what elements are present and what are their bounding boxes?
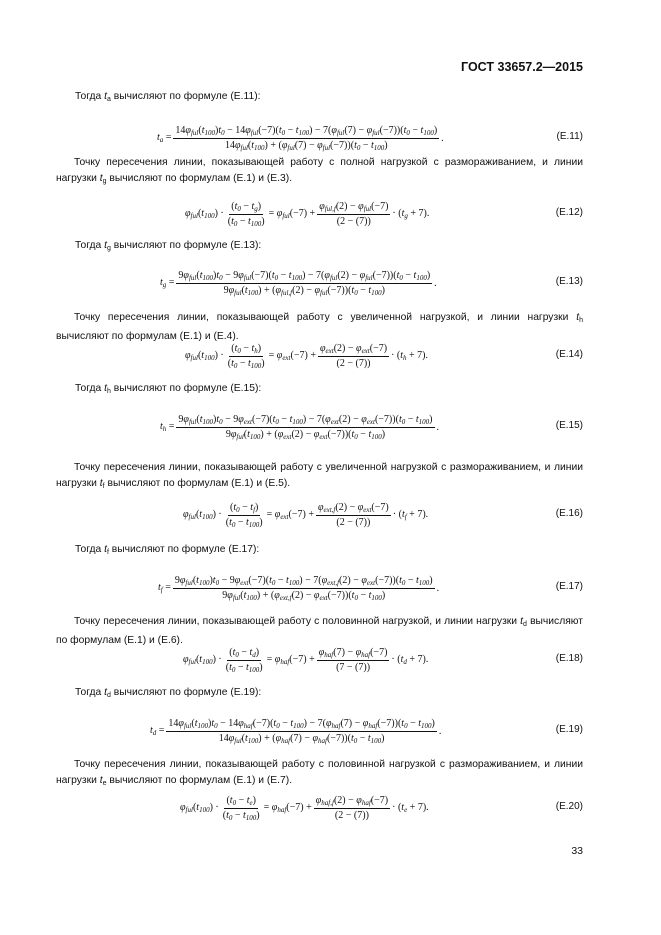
equation: [0, 336, 661, 376]
equation-fraction-left: $\frac{(t_0 - t_h)}{(t_0 - t_{100})}$: [227, 342, 265, 370]
equation: [0, 640, 661, 680]
equation-fraction-right: $\frac{\varphi_{haf}(7) - \varphi_{haf}(-7)}{(7 - (7))}$: [318, 647, 388, 673]
equation-fraction-right: $\frac{\varphi_{ext,f}(2) - \varphi_{ext}(-7)}{(2 - (7))}$: [317, 502, 389, 528]
equation: [0, 407, 661, 447]
body-paragraph: Точку пересечения линии, показывающей работу с половинной нагрузкой, и линии нагрузки $t_d$ вычисляют по формулам (Е.1) и (Е.6).: [56, 616, 583, 646]
equation-body: $\varphi_{ful}(t_{100})$ · $\frac{(t_0 - t_g)}{(t_0 - t_{100})}$ = $\varphi_{ful}(-7)$ + $\frac{\varphi_{ful,f}(2) - \varphi_{ful}(-7)}{(2 - (7))}$ · $(t_g + 7)$.: [185, 200, 430, 228]
formula-lead-text: Тогда $t_f$ вычисляют по формуле (Е.17):: [75, 544, 260, 556]
equation-body: $t_f$ = $9\varphi_{ful}(t_{100})t_0 - 9\varphi_{ext}(-7)(t_0 - t_{100}) - 7(\varphi_{ext,f}(2) - \varphi_{ext}(-7))(t_0 - t_{100})$ $9\varphi_{ful}(t_{100}) + (\varphi_{ext,f}(2) - \varphi_{ext}(-7))(t_0 - t_{100})$ .: [158, 574, 440, 602]
equation-number: (Е.14): [555, 349, 583, 360]
equation-number: (Е.20): [555, 801, 583, 812]
formula-lead-text: Тогда $t_h$ вычисляют по формуле (Е.15):: [75, 383, 262, 395]
equation-fraction: $14\varphi_{ful}(t_{100})t_0 - 14\varphi_{haf}(-7)(t_0 - t_{100}) - 7(\varphi_{haf}(7) - \varphi_{haf}(-7))(t_0 - t_{100})$ $14\varphi_{ful}(t_{100}) + (\varphi_{haf}(7) - \varphi_{haf}(-7))(t_0 - t_{100})$: [168, 717, 435, 745]
formula-lead-text: Тогда $t_a$ вычисляют по формуле (Е.11):: [75, 91, 261, 103]
equation-body: $\varphi_{ful}(t_{100})$ · $\frac{(t_0 - t_d)}{(t_0 - t_{100})}$ = $\varphi_{haf}(-7)$ + $\frac{\varphi_{haf}(7) - \varphi_{haf}(-7)}{(7 - (7))}$ · $(t_d + 7)$.: [183, 646, 429, 674]
equation: [0, 194, 661, 234]
equation-number: (Е.19): [555, 724, 583, 735]
equation: [0, 568, 661, 608]
body-paragraph: Точку пересечения линии, показывающей работу с половинной нагрузкой с размораживанием, и линии нагрузки $t_e$ вычисляют по формулам (Е.1) и (Е.7).: [56, 759, 583, 787]
equation-fraction-left: $\frac{(t_0 - t_d)}{(t_0 - t_{100})}$: [225, 646, 263, 674]
equation-fraction-left: $\frac{(t_0 - t_e)}{(t_0 - t_{100})}$: [222, 794, 260, 822]
equation-body: $\varphi_{ful}(t_{100})$ · $\frac{(t_0 - t_f)}{(t_0 - t_{100})}$ = $\varphi_{ext}(-7)$ + $\frac{\varphi_{ext,f}(2) - \varphi_{ext}(-7)}{(2 - (7))}$ · $(t_f + 7)$.: [183, 501, 429, 529]
equation: [0, 118, 661, 158]
equation-number: (Е.11): [556, 131, 583, 142]
equation-number: (Е.15): [555, 420, 583, 431]
equation-fraction-left: $\frac{(t_0 - t_g)}{(t_0 - t_{100})}$: [227, 200, 265, 228]
equation-body: $t_d$ = $14\varphi_{ful}(t_{100})t_0 - 14\varphi_{haf}(-7)(t_0 - t_{100}) - 7(\varphi_{haf}(7) - \varphi_{haf}(-7))(t_0 - t_{100})$ $14\varphi_{ful}(t_{100}) + (\varphi_{haf}(7) - \varphi_{haf}(-7))(t_0 - t_{100})$ .: [150, 717, 442, 745]
equation-fraction-left: $\frac{(t_0 - t_f)}{(t_0 - t_{100})}$: [225, 501, 263, 529]
equation-number: (Е.17): [555, 581, 583, 592]
formula-lead-text: Тогда $t_g$ вычисляют по формуле (Е.13):: [75, 240, 262, 252]
equation-body: $\varphi_{ful}(t_{100})$ · $\frac{(t_0 - t_e)}{(t_0 - t_{100})}$ = $\varphi_{haf}(-7)$ + $\frac{\varphi_{haf,f}(2) - \varphi_{haf}(-7)}{(2 - (7))}$ · $(t_e + 7)$.: [180, 794, 429, 822]
equation-body: $t_a$ = $14\varphi_{ful}(t_{100})t_0 - 14\varphi_{ful}(-7)(t_0 - t_{100}) - 7(\varphi_{ful}(7) - \varphi_{ful}(-7))(t_0 - t_{100})$ $14\varphi_{ful}(t_{100}) + (\varphi_{ful}(7) - \varphi_{ful}(-7))(t_0 - t_{100})$ .: [157, 124, 444, 152]
equation-number: (Е.12): [555, 207, 583, 218]
equation-body: $t_h$ = $9\varphi_{ful}(t_{100})t_0 - 9\varphi_{ext}(-7)(t_0 - t_{100}) - 7(\varphi_{ext}(2) - \varphi_{ext}(-7))(t_0 - t_{100})$ $9\varphi_{ful}(t_{100}) + (\varphi_{ext}(2) - \varphi_{ext}(-7))(t_0 - t_{100})$ .: [160, 413, 439, 441]
equation: [0, 495, 661, 535]
equation-fraction-right: $\frac{\varphi_{haf,f}(2) - \varphi_{haf}(-7)}{(2 - (7))}$: [315, 795, 389, 821]
equation-fraction: $9\varphi_{ful}(t_{100})t_0 - 9\varphi_{ful}(-7)(t_0 - t_{100}) - 7(\varphi_{ful}(2) - \varphi_{ful}(-7))(t_0 - t_{100})$ $9\varphi_{ful}(t_{100}) + (\varphi_{ful,f}(2) - \varphi_{ful}(-7))(t_0 - t_{100})$: [178, 269, 431, 297]
page-header: ГОСТ 33657.2—2015: [461, 60, 583, 74]
equation-fraction: $9\varphi_{ful}(t_{100})t_0 - 9\varphi_{ext}(-7)(t_0 - t_{100}) - 7(\varphi_{ext,f}(2) - \varphi_{ext}(-7))(t_0 - t_{100})$ $9\varphi_{ful}(t_{100}) + (\varphi_{ext,f}(2) - \varphi_{ext}(-7))(t_0 - t_{100})$: [174, 574, 433, 602]
equation: [0, 788, 661, 828]
equation-fraction: $14\varphi_{ful}(t_{100})t_0 - 14\varphi_{ful}(-7)(t_0 - t_{100}) - 7(\varphi_{ful}(7) - \varphi_{ful}(-7))(t_0 - t_{100})$ $14\varphi_{ful}(t_{100}) + (\varphi_{ful}(7) - \varphi_{ful}(-7))(t_0 - t_{100})$: [175, 124, 438, 152]
equation: [0, 711, 661, 751]
equation-fraction: $9\varphi_{ful}(t_{100})t_0 - 9\varphi_{ext}(-7)(t_0 - t_{100}) - 7(\varphi_{ext}(2) - \varphi_{ext}(-7))(t_0 - t_{100})$ $9\varphi_{ful}(t_{100}) + (\varphi_{ext}(2) - \varphi_{ext}(-7))(t_0 - t_{100})$: [178, 413, 433, 441]
equation: [0, 263, 661, 303]
equation-number: (Е.18): [555, 653, 583, 664]
page-number: 33: [571, 845, 583, 857]
equation-number: (Е.16): [555, 508, 583, 519]
equation-body: $\varphi_{ful}(t_{100})$ · $\frac{(t_0 - t_h)}{(t_0 - t_{100})}$ = $\varphi_{ext}(-7)$ + $\frac{\varphi_{ext}(2) - \varphi_{ext}(-7)}{(2 - (7))}$ · $(t_h + 7)$.: [185, 342, 429, 370]
equation-number: (Е.13): [555, 276, 583, 287]
body-paragraph: Точку пересечения линии, показывающей работу с увеличенной нагрузкой с размораживанием, и линии нагрузки $t_f$ вычисляют по формулам (Е.1) и (Е.5).: [56, 462, 583, 490]
equation-body: $t_g$ = $9\varphi_{ful}(t_{100})t_0 - 9\varphi_{ful}(-7)(t_0 - t_{100}) - 7(\varphi_{ful}(2) - \varphi_{ful}(-7))(t_0 - t_{100})$ $9\varphi_{ful}(t_{100}) + (\varphi_{ful,f}(2) - \varphi_{ful}(-7))(t_0 - t_{100})$ .: [160, 269, 437, 297]
equation-fraction-right: $\frac{\varphi_{ext}(2) - \varphi_{ext}(-7)}{(2 - (7))}$: [319, 343, 388, 369]
body-paragraph: Точку пересечения линии, показывающей работу с увеличенной нагрузкой, и линии нагрузки $t_h$ вычисляют по формулам (Е.1) и (Е.4).: [56, 312, 583, 342]
equation-fraction-right: $\frac{\varphi_{ful,f}(2) - \varphi_{ful}(-7)}{(2 - (7))}$: [319, 201, 389, 227]
formula-lead-text: Тогда $t_d$ вычисляют по формуле (Е.19):: [75, 687, 262, 699]
body-paragraph: Точку пересечения линии, показывающей работу с полной нагрузкой с размораживанием, и линии нагрузки $t_g$ вычисляют по формулам (Е.1) и (Е.3).: [56, 157, 583, 185]
